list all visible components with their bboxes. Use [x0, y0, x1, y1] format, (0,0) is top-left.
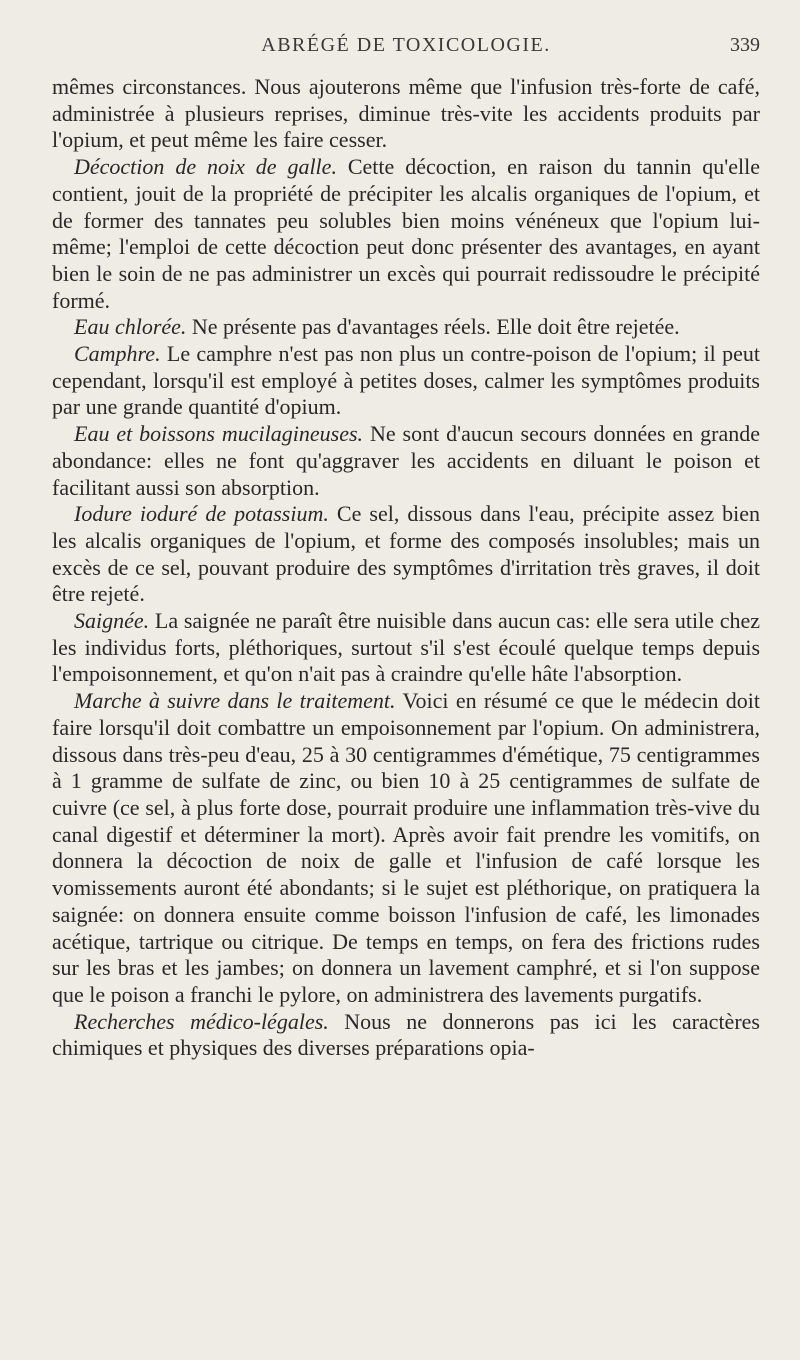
paragraph-eau-boissons: [52, 421, 760, 501]
paragraph-text: Voici en résumé ce que le médecin doit faire lorsqu'il doit combattre un empoisonnement par l'opium. On administrera, dissous dans très-peu d'eau, 25 à 30 centigrammes d'émétique, 75 centigrammes à 1 gramme de sulfate de zinc, ou bien 10 à 25 centigrammes de sulfate de cuivre (ce sel, à plus forte dose, pourrait produire une inflammation très-vive du canal digestif et déterminer la mort). Après avoir fait prendre les vomitifs, on donnera la décoction de noix de galle et l'infusion de café lorsque les vomissements auront été abondants; si le sujet est pléthorique, on pratiquera la saignée: on donnera ensuite comme boisson l'infusion de café, les limonades acétique, tartrique ou citrique. De temps en temps, on fera des frictions rudes sur les bras et les jambes; on donnera un lavement camphré, et si l'on suppose que le poison a franchi le pylore, on administrera des lavements purgatifs.: [52, 688, 760, 1007]
running-title: ABRÉGÉ DE TOXICOLOGIE.: [261, 34, 551, 56]
paragraph-iodure: [52, 501, 760, 608]
paragraph-text: mêmes circonstances. Nous ajouterons même que l'infusion très-forte de café, administrée à plusieurs reprises, diminue très-vite les accidents produits par l'opium, et peut même les faire cesser.: [52, 74, 760, 153]
paragraph-camphre: [52, 341, 760, 421]
paragraph-recherches: [52, 1009, 760, 1062]
paragraph-rubric: Saignée.: [74, 608, 150, 634]
paragraph-rubric: Iodure ioduré de potassium.: [74, 501, 329, 527]
running-header: [52, 20, 760, 56]
paragraph-eau-chloree: [52, 314, 760, 341]
paragraph-saignee: [52, 608, 760, 688]
paragraph-text: Ne sont d'aucun secours données en grande abondance: elles ne font qu'aggraver les accidents en diluant le poison et facilitant aussi son absorption.: [52, 421, 760, 500]
paragraph-text: Ce sel, dissous dans l'eau, précipite assez bien les alcalis organiques de l'opium, et forme des composés insolubles; mais un excès de ce sel, pouvant produire des symptômes d'irritation très graves, il doit être rejeté.: [52, 501, 760, 607]
paragraph-marche-a-suivre: [52, 688, 760, 1008]
paragraph-rubric: Recherches médico-légales.: [74, 1008, 329, 1034]
body-text: [52, 74, 760, 1062]
paragraph-rubric: Eau chlorée.: [74, 314, 187, 340]
paragraph-continuation: [52, 74, 760, 154]
paragraph-text: Nous ne donnerons pas ici les caractères chimiques et physiques des diverses préparations opia-: [52, 1008, 760, 1061]
paragraph-text: Cette décoction, en raison du tannin qu'elle contient, jouit de la propriété de précipiter les alcalis organiques de l'opium, et de former des tannates peu solubles bien moins vénéneux que l'opium lui-même; l'emploi de cette décoction peut donc présenter des avantages, en ayant bien le soin de ne pas administrer un excès qui pourrait redissoudre le précipité formé.: [52, 154, 760, 313]
paragraph-rubric: Camphre.: [74, 341, 161, 367]
page-number: 339: [730, 34, 760, 56]
paragraph-rubric: Eau et boissons mucilagineuses.: [74, 421, 364, 447]
paragraph-text: La saignée ne paraît être nuisible dans aucun cas: elle sera utile chez les individus forts, pléthoriques, surtout s'il s'est écoulé quelque temps depuis l'empoisonnement, et qu'on n'ait pas à craindre qu'elle hâte l'absorption.: [52, 608, 760, 687]
paragraph-text: Ne présente pas d'avantages réels. Elle doit être rejetée.: [186, 314, 680, 340]
paragraph-rubric: Décoction de noix de galle.: [74, 154, 337, 180]
paragraph-rubric: Marche à suivre dans le traitement.: [74, 688, 396, 714]
paragraph-decoction-noix-de-galle: [52, 154, 760, 314]
paragraph-text: Le camphre n'est pas non plus un contre-poison de l'opium; il peut cependant, lorsqu'il est employé à petites doses, calmer les symptômes produits par une grande quantité d'opium.: [52, 341, 760, 420]
